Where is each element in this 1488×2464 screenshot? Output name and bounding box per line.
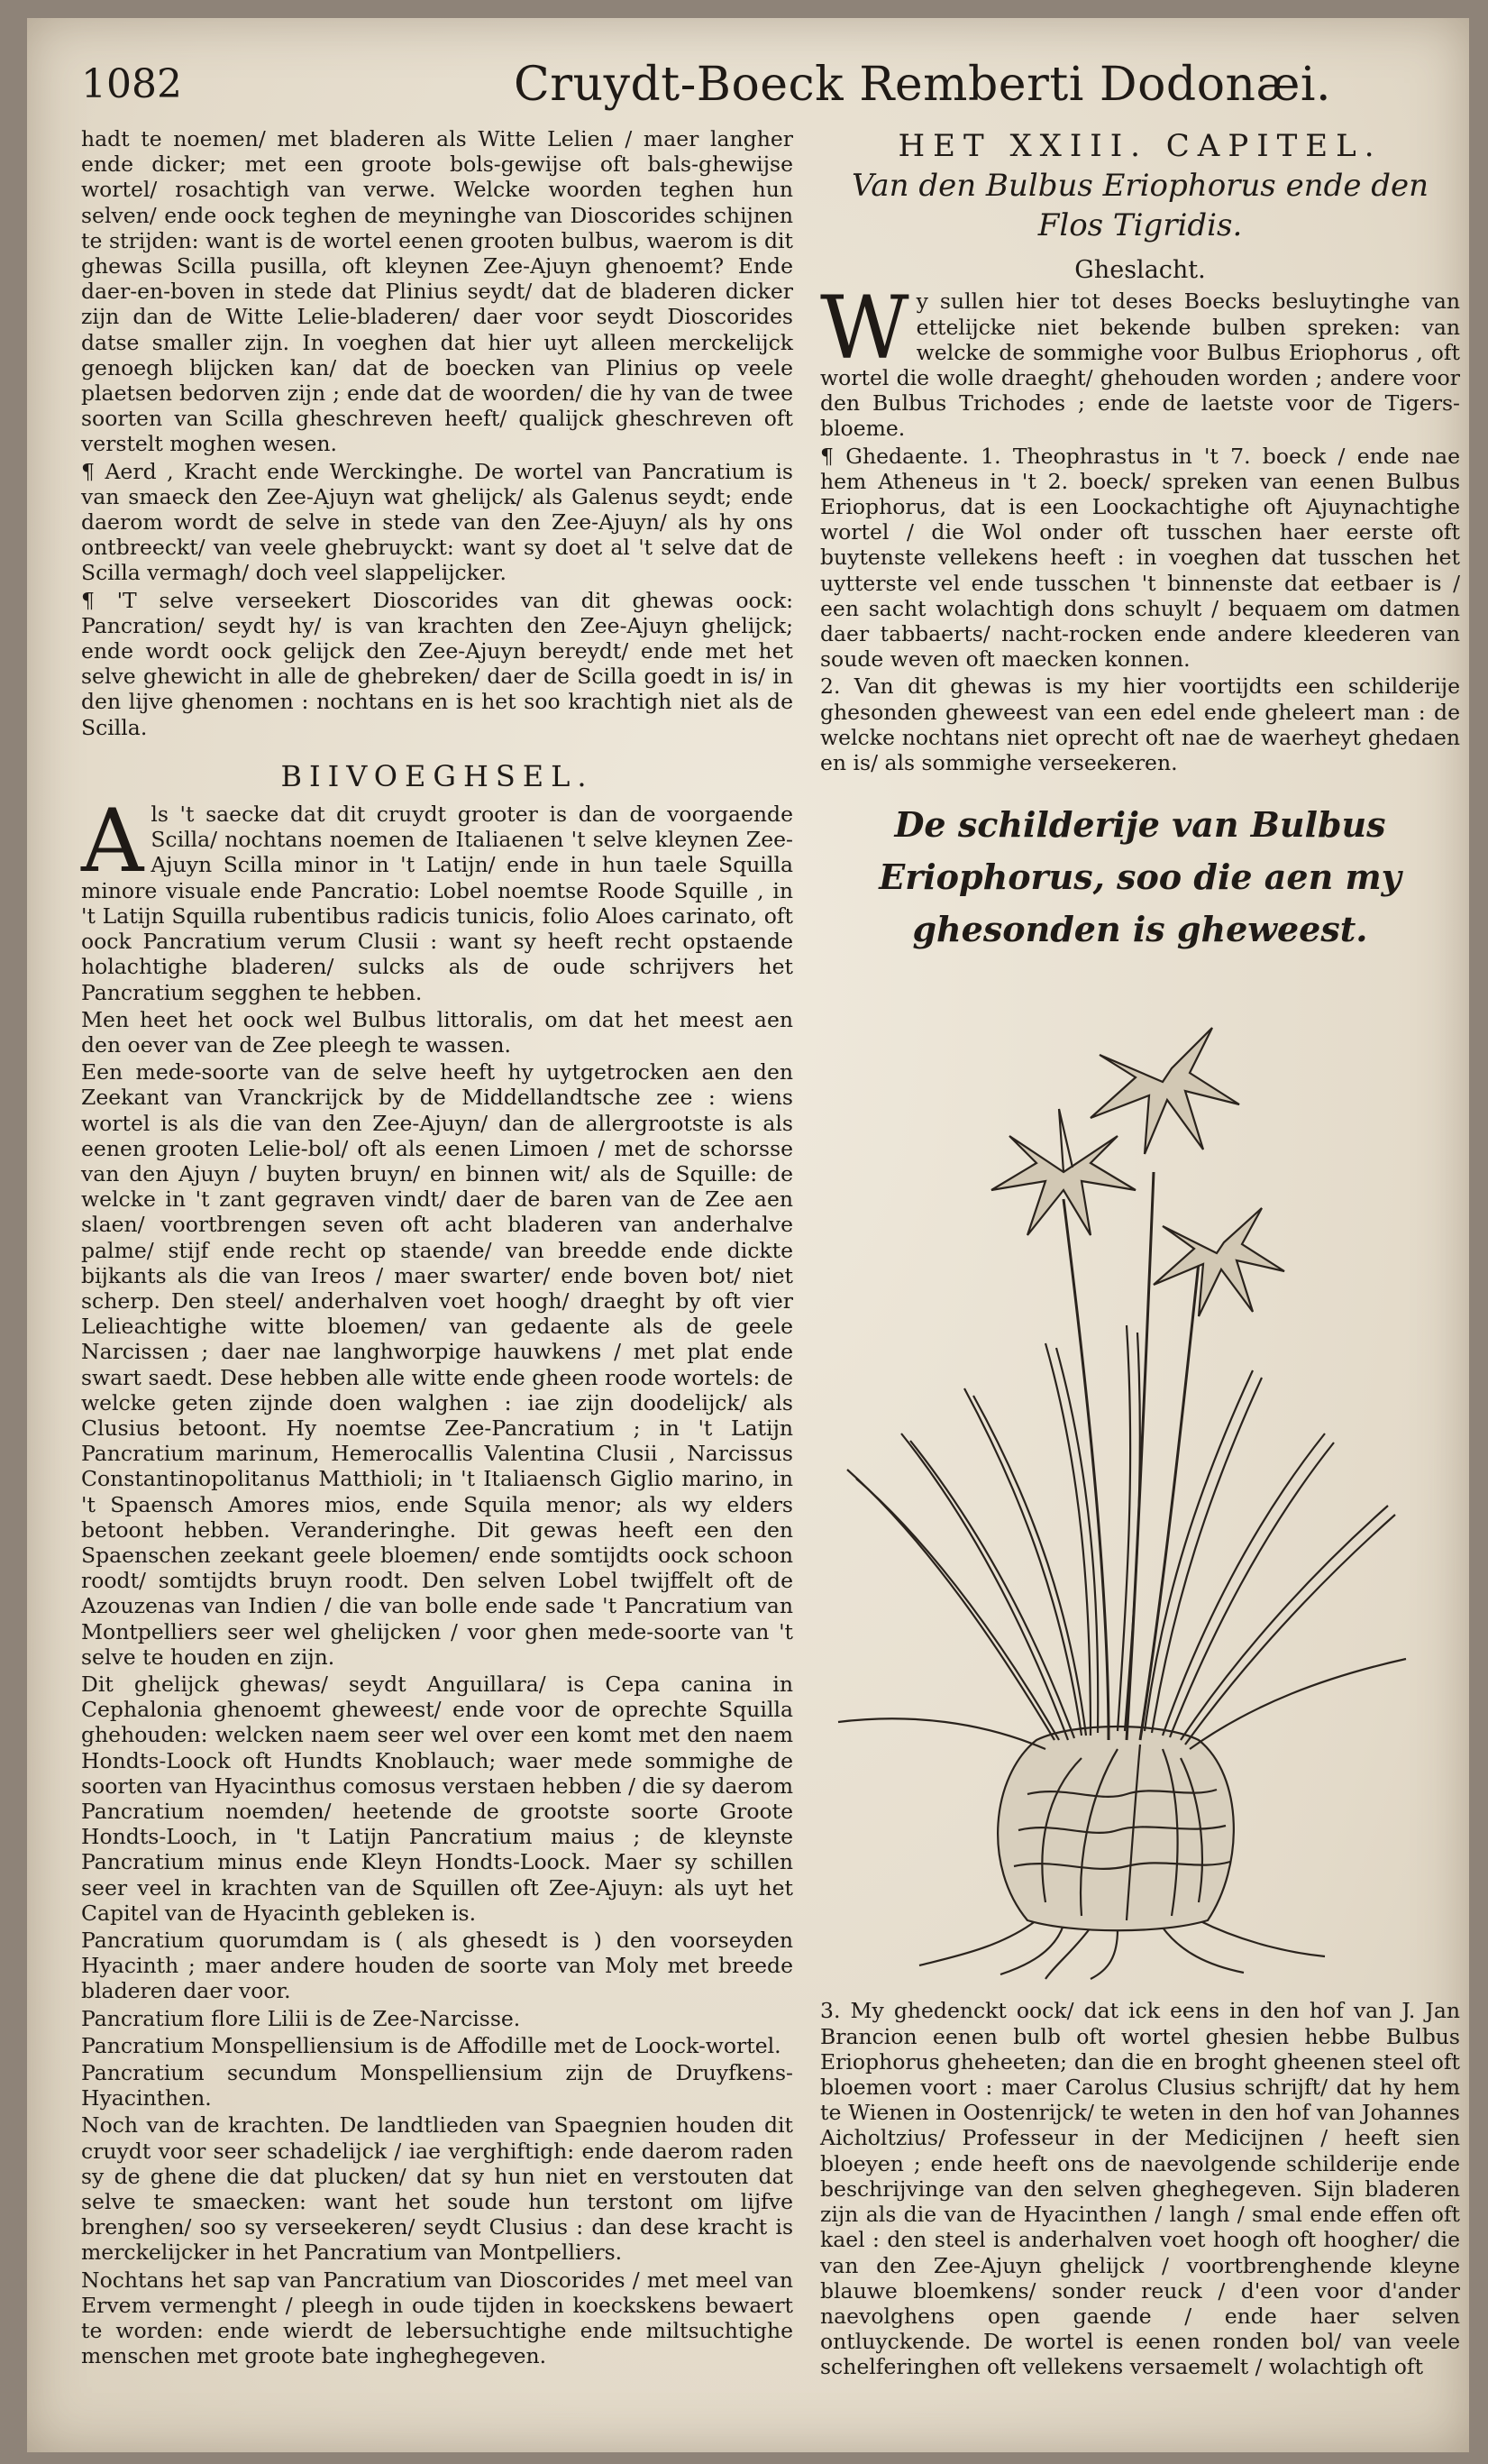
paragraph: Men heet het oock wel Bulbus littoralis, om dat het meest aen den oever van de Zee pleegh te wassen. [81, 1006, 793, 1058]
paragraph-text: ls 't saecke dat dit cruydt grooter is dan de voorgaende Scilla/ nochtans noemen de Italiaenen 't selve kleynen Zee-Ajuyn Scilla minor in 't Latijn/ ende in hun taele Squilla minore visuale ende Pancratio: Lobel noemtse Roode Squille , in 't Latijn Squilla rubentibus radicis tunicis, folio Aloes carinato, oft oock Pancratium verum Clusii : want sy heeft recht opstaende holachtighe bladeren/ sulcks als de oude schrijvers het Pancratium segghen te hebben. [81, 801, 793, 1005]
subheading: Gheslacht. [1074, 256, 1206, 285]
right-column [820, 126, 1460, 2434]
paragraph: Pancratium secundum Monspelliensium zijn de Druyfkens-Hyacinthen. [81, 2060, 793, 2111]
paragraph: ¶ Ghedaente. 1. Theophrastus in 't 7. boeck / ende nae hem Atheneus in 't 2. boeck/ spreken van eenen Bulbus Eriophorus, dat is een Loockachtighe oft Ajuynachtighe wortel / die Wol onder oft tusschen haer eerste oft buytenste vellekens heeft : in voeghen dat tusschen het uytterste vel ende tusschen 't binnenste dat eetbaer is / een sacht wolachtigh dons schuylt / bequaem om datmen daer tabbaerts/ nacht-rocken ende andere kleederen van soude weven oft maecken konnen. [820, 443, 1460, 673]
paragraph: Noch van de krachten. De landtlieden van Spaegnien houden dit cruydt voor seer schadelijck / iae verghiftigh: ende daerom raden sy de ghene die dat plucken/ dat sy hun niet en verstouten dat selve te smaecken: want het soude hun terstont om lijfve brenghen/ soo sy verseekeren/ seydt Clusius : dan dese kracht is merckelijcker in het Pancratium van Montpelliers. [81, 2112, 793, 2266]
paragraph: ¶ 'T selve verseekert Dioscorides van dit ghewas oock: Pancration/ seydt hy/ is van krachten den Zee-Ajuyn ghelijck; ende wordt oock gelijck den Zee-Ajuyn bereydt/ ende met het selve ghewicht in alle de ghebreken/ daer de Scilla goedt in is/ in den lijve ghenomen : nochtans en is het soo krachtigh niet als de Scilla. [81, 587, 793, 740]
section-heading: BIIVOEGHSEL. [280, 758, 594, 793]
paragraph: 3. My ghedenckt oock/ dat ick eens in den hof van J. Jan Brancion eenen bulb oft wortel ghesien hebbe Bulbus Eriophorus gheheeten; dan die en broght gheenen steel oft bloemen voort : maer Carolus Clusius schrijft/ dat hy hem te Wienen in Oostenrijck/ te weten in den hof van Johannes Aicholtzius/ Professeur in der Medicijnen / heeft sien bloeyen ; ende heeft ons de naevolgende schilderije ende beschrijvinge van den selven gheghegeven. Sijn bladeren zijn als die van de Hyacinthen / langh / smal ende effen oft kael : den steel is anderhalven voet hoogh oft hoogher/ die van den Zee-Ajuyn ghelijck / voortbrenghende kleyne blauwe bloemkens/ sonder reuck / d'een voor d'ander naevolghens open gaende / ende haer selven ontluyckende. De wortel is eenen ronden bol/ van veele schelferinghen oft vellekens versaemelt / wolachtigh oft [820, 1998, 1460, 2380]
chapter-title: Van den Bulbus Eriophorus ende den Flos Tigridis. [851, 168, 1429, 244]
paragraph: Een mede-soorte van de selve heeft hy uytgetrocken aen den Zeekant van Vranckrijck by de Middellandtsche zee : wiens wortel is als die van den Zee-Ajuyn/ dan de allergrootste is als eenen grooten Lelie-bol/ oft als eenen Limoen / met de schorsse van den Ajuyn / buyten bruyn/ en binnen wit/ als de Squille: de welcke in 't zant gegraven vindt/ daer de baren van de Zee aen slaen/ voortbrengen seven oft acht bladeren van anderhalve palme/ stijf ende recht op staende/ van breedde ende dickte bijkants als die van Ireos / maer swarter/ ende boven bot/ niet scherp. Den steel/ anderhalven voet hoogh/ draeght by oft vier Lelieachtighe witte bloemen/ van gedaente als de geele Narcissen ; daer nae langhworpige hauwkens / met plat ende swart saedt. Dese hebben alle witte ende gheen roode wortels: de welcke geten zijnde doen walghen : iae zijn doodelijck/ als Clusius betoont. Hy noemtse Zee-Pancratium ; in 't Latijn Pancratium marinum, Hemerocallis Valentina Clusii , Narcissus Constantinopolitanus Matthioli; in 't Italiaensch Giglio marino, in 't Spaensch Amores mios, ende Squila menor; als wy elders betoont hebben. Veranderinghe. Dit gewas heeft een den Spaenschen zeekant geele bloemen/ ende somtijdts oock schoon roodt/ somtijdts bruyn roodt. Den selven Lobel twijffelt oft de Azouzenas van Indien / die van bolle ende sade 't Pancratium van Montpelliers seer wel ghelijcken / voor ghen mede-soorte van 't selve te houden en zijn. [81, 1059, 793, 1670]
plant-woodcut-illustration [820, 965, 1460, 1983]
paragraph: Pancratium Monspelliensium is de Affodille met de Loock-wortel. [81, 2032, 781, 2058]
paragraph: Nochtans het sap van Pancratium van Dioscorides / met meel van Ervem vermenght / pleegh in oude tijden in koeckskens bewaert te worden: ende wierdt de lebersuchtighe ende miltsuchtighe menschen met groote bate ingheghegeven. [81, 2267, 793, 2369]
drop-capital: W [820, 278, 909, 380]
paragraph-text: y sullen hier tot deses Boecks besluytinghe van ettelijcke niet bekende bulben spreken: van welcke de sommighe voor Bulbus Eriophorus , oft wortel die wolle draeght/ ghehouden worden ; andere voor den Bulbus Trichodes ; ende de laetste voor de Tigers-bloeme. [820, 289, 1460, 442]
page-number: 1082 [81, 61, 182, 107]
drop-capital: A [81, 791, 144, 893]
paragraph [820, 278, 1460, 442]
paragraph: 2. Van dit ghewas is my hier voortijdts een schilderije ghesonden gheweest van een edel ende gheleert man : de welcke nochtans niet oprecht oft nae de waerheyt ghedaen en is/ als sommighe verseekeren. [820, 673, 1460, 776]
paragraph [81, 791, 793, 1005]
left-column [81, 126, 793, 2434]
running-head [81, 45, 1433, 126]
figure-caption: De schilderije van Bulbus Eriophorus, soo die aen my ghesonden is gheweest. [879, 804, 1401, 950]
paragraph: hadt te noemen/ met bladeren als Witte Lelien / maer langher ende dicker; met een groote bols-gewijse oft bals-ghewijse wortel/ rosachtigh van verwe. Welcke woorden teghen hun selven/ ende oock teghen de meyninghe van Dioscorides schijnen te strijden: want is de wortel eenen grooten bulbus, waerom is dit ghewas Scilla pusilla, oft kleynen Zee-Ajuyn ghenoemt? Ende daer-en-boven in stede dat Plinius seydt/ dat de bladeren dicker zijn dan de Witte Lelie-bladeren/ daer voor seydt Dioscorides datse smaller zijn. In voeghen dat hier uyt alleen merckelijck genoegh blijcken kan/ dat de boecken van Plinius op veele plaetsen bedorven zijn ; ende dat de woorden/ die hy van de twee soorten van Scilla gheschreven heeft/ qualijck gheschreven oft verstelt moghen wesen. [81, 126, 793, 457]
chapter-heading: HET XXIII. CAPITEL. [898, 128, 1383, 164]
paragraph: Pancratium flore Lilii is de Zee-Narcisse. [81, 2005, 521, 2031]
book-page [27, 18, 1469, 2452]
running-title: Cruydt-Boeck Remberti Dodonæi. [514, 58, 1332, 112]
paragraph: ¶ Aerd , Kracht ende Werckinghe. De wortel van Pancratium is van smaeck den Zee-Ajuyn wat ghelijck/ als Galenus seydt; ende daerom wordt de selve in stede van den Zee-Ajuyn/ als hy ons ontbreeckt/ van veele ghebruyckt: want sy doet al 't selve dat de Scilla vermagh/ doch veel slappelijcker. [81, 458, 793, 586]
paragraph: Dit ghelijck ghewas/ seydt Anguillara/ is Cepa canina in Cephalonia ghenoemt gheweest/ ende voor de oprechte Squilla ghehouden: welcken naem seer wel over een komt met den naem Hondts-Loock oft Hundts Knoblauch; waer mede sommighe de soorten van Hyacinthus comosus verstaen hebben / die sy daerom Pancratium noemden/ heetende de grootste soorte Groote Hondts-Looch, in 't Latijn Pancratium maius ; de kleynste Pancratium minus ende Kleyn Hondts-Loock. Maer sy schillen seer veel in krachten van de Squillen oft Zee-Ajuyn: als uyt het Capitel van de Hyacinth gebleken is. [81, 1671, 793, 1926]
paragraph: Pancratium quorumdam is ( als ghesedt is ) den voorseyden Hyacinth ; maer andere houden de soorte van Moly met breede bladeren daer voor. [81, 1928, 793, 2004]
